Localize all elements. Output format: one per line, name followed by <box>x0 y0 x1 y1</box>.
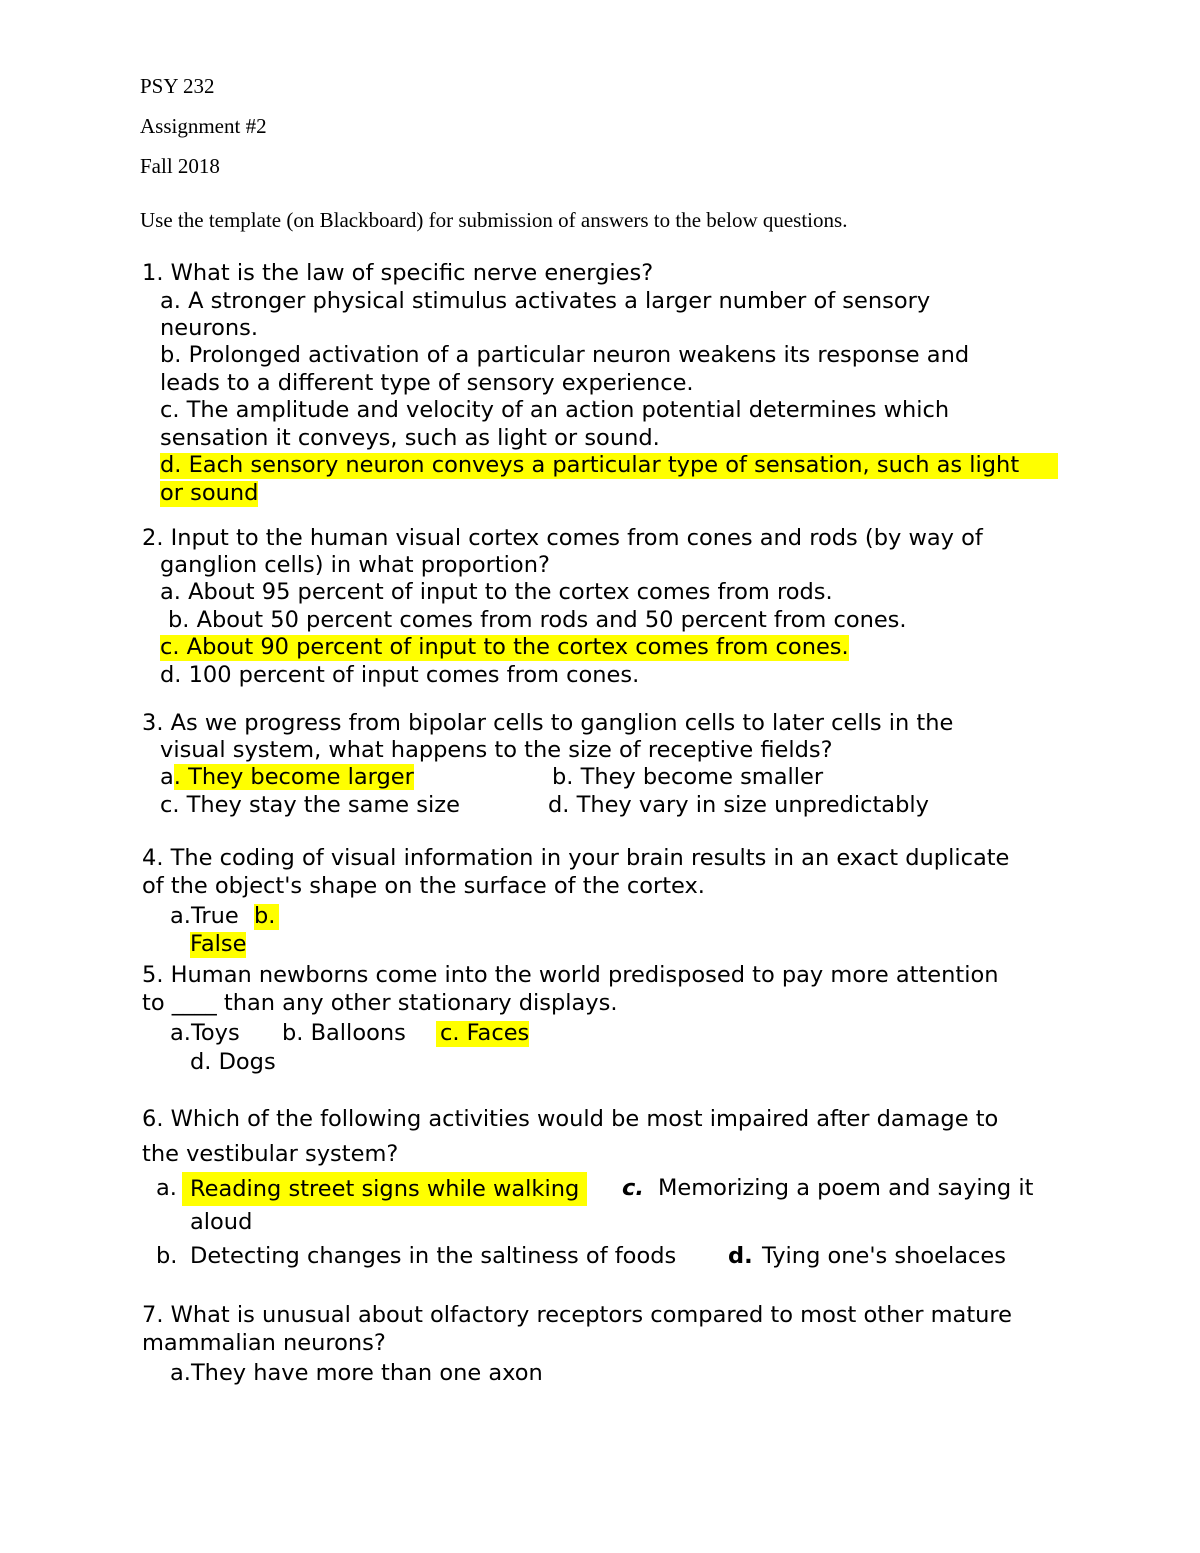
question-4-text-cont: of the object's shape on the surface of the cortex. <box>142 873 705 899</box>
question-5-option-d: d. Dogs <box>190 1049 276 1075</box>
question-1-option-c-cont: sensation it conveys, such as light or sound. <box>160 425 660 451</box>
course-code: PSY 232 <box>140 74 215 98</box>
question-3-option-a-letter: a <box>160 764 174 790</box>
question-7-text-cont: mammalian neurons? <box>142 1330 386 1356</box>
question-1-option-d-answer: d. Each sensory neuron conveys a particular type of sensation, such as light <box>160 453 1058 479</box>
question-1-option-a: a. A stronger physical stimulus activates a larger number of sensory <box>160 288 931 314</box>
question-3-text: 3. As we progress from bipolar cells to ganglion cells to later cells in the <box>142 710 954 736</box>
question-7-text: 7. What is unusual about olfactory receptors compared to most other mature <box>142 1302 1013 1328</box>
question-3-option-a <box>160 765 414 791</box>
question-2-option-a: a. About 95 percent of input to the cortex comes from rods. <box>160 579 833 605</box>
assignment-title: Assignment #2 <box>140 114 267 138</box>
question-2-option-b: b. About 50 percent comes from rods and 50 percent from cones. <box>168 607 907 633</box>
question-5-text: 5. Human newborns come into the world predisposed to pay more attention <box>142 962 999 988</box>
instructions: Use the template (on Blackboard) for submission of answers to the below questions. <box>140 208 848 232</box>
question-6-option-c: Memorizing a poem and saying it <box>658 1175 1034 1201</box>
question-1-option-b-cont: leads to a different type of sensory experience. <box>160 370 694 396</box>
question-6-text-cont: the vestibular system? <box>142 1141 399 1167</box>
question-3-option-d: d. They vary in size unpredictably <box>548 792 929 818</box>
question-4-option-a: a.True <box>170 903 239 929</box>
question-3-option-c: c. They stay the same size <box>160 792 460 818</box>
question-1-text: 1. What is the law of specific nerve energies? <box>142 260 654 286</box>
question-6-option-c-letter: c. <box>622 1175 644 1201</box>
question-2-text-cont: ganglion cells) in what proportion? <box>160 552 550 578</box>
question-5-text-cont: to ____ than any other stationary displays. <box>142 990 618 1016</box>
question-3-option-b: b. They become smaller <box>552 764 824 790</box>
question-4-text: 4. The coding of visual information in your brain results in an exact duplicate <box>142 845 1010 871</box>
question-5-option-b: b. Balloons <box>282 1020 406 1046</box>
question-6-text: 6. Which of the following activities would be most impaired after damage to <box>142 1106 999 1132</box>
question-6-option-a-answer: Reading street signs while walking <box>182 1172 587 1206</box>
question-4-option-b-answer-cont: False <box>190 931 247 957</box>
question-2-option-d: d. 100 percent of input comes from cones. <box>160 662 640 688</box>
question-3-option-a-answer: . They become larger <box>173 764 414 790</box>
question-7-option-a: a.They have more than one axon <box>170 1360 543 1386</box>
question-6-option-a-letter: a. <box>156 1175 177 1201</box>
question-5-option-c-answer: c. Faces <box>436 1021 529 1047</box>
question-5-option-a: a.Toys <box>170 1020 240 1046</box>
question-6-option-b: Detecting changes in the saltiness of foods <box>190 1243 677 1269</box>
question-4-option-b-answer: b. <box>254 904 279 930</box>
question-1-option-d-answer-cont: or sound <box>160 480 259 506</box>
question-1-option-b: b. Prolonged activation of a particular neuron weakens its response and <box>160 342 970 368</box>
question-1-option-c: c. The amplitude and velocity of an action potential determines which <box>160 397 950 423</box>
question-6-option-c-cont: aloud <box>190 1209 253 1235</box>
question-6-option-d-letter: d. <box>728 1243 753 1269</box>
question-3-text-cont: visual system, what happens to the size of receptive fields? <box>160 737 833 763</box>
question-6-option-d: Tying one's shoelaces <box>762 1243 1006 1269</box>
term: Fall 2018 <box>140 154 220 178</box>
question-1-option-a-cont: neurons. <box>160 315 259 341</box>
question-2-text: 2. Input to the human visual cortex comes from cones and rods (by way of <box>142 525 983 551</box>
question-2-option-c-answer: c. About 90 percent of input to the cortex comes from cones. <box>160 634 849 660</box>
question-6-option-b-letter: b. <box>156 1243 178 1269</box>
